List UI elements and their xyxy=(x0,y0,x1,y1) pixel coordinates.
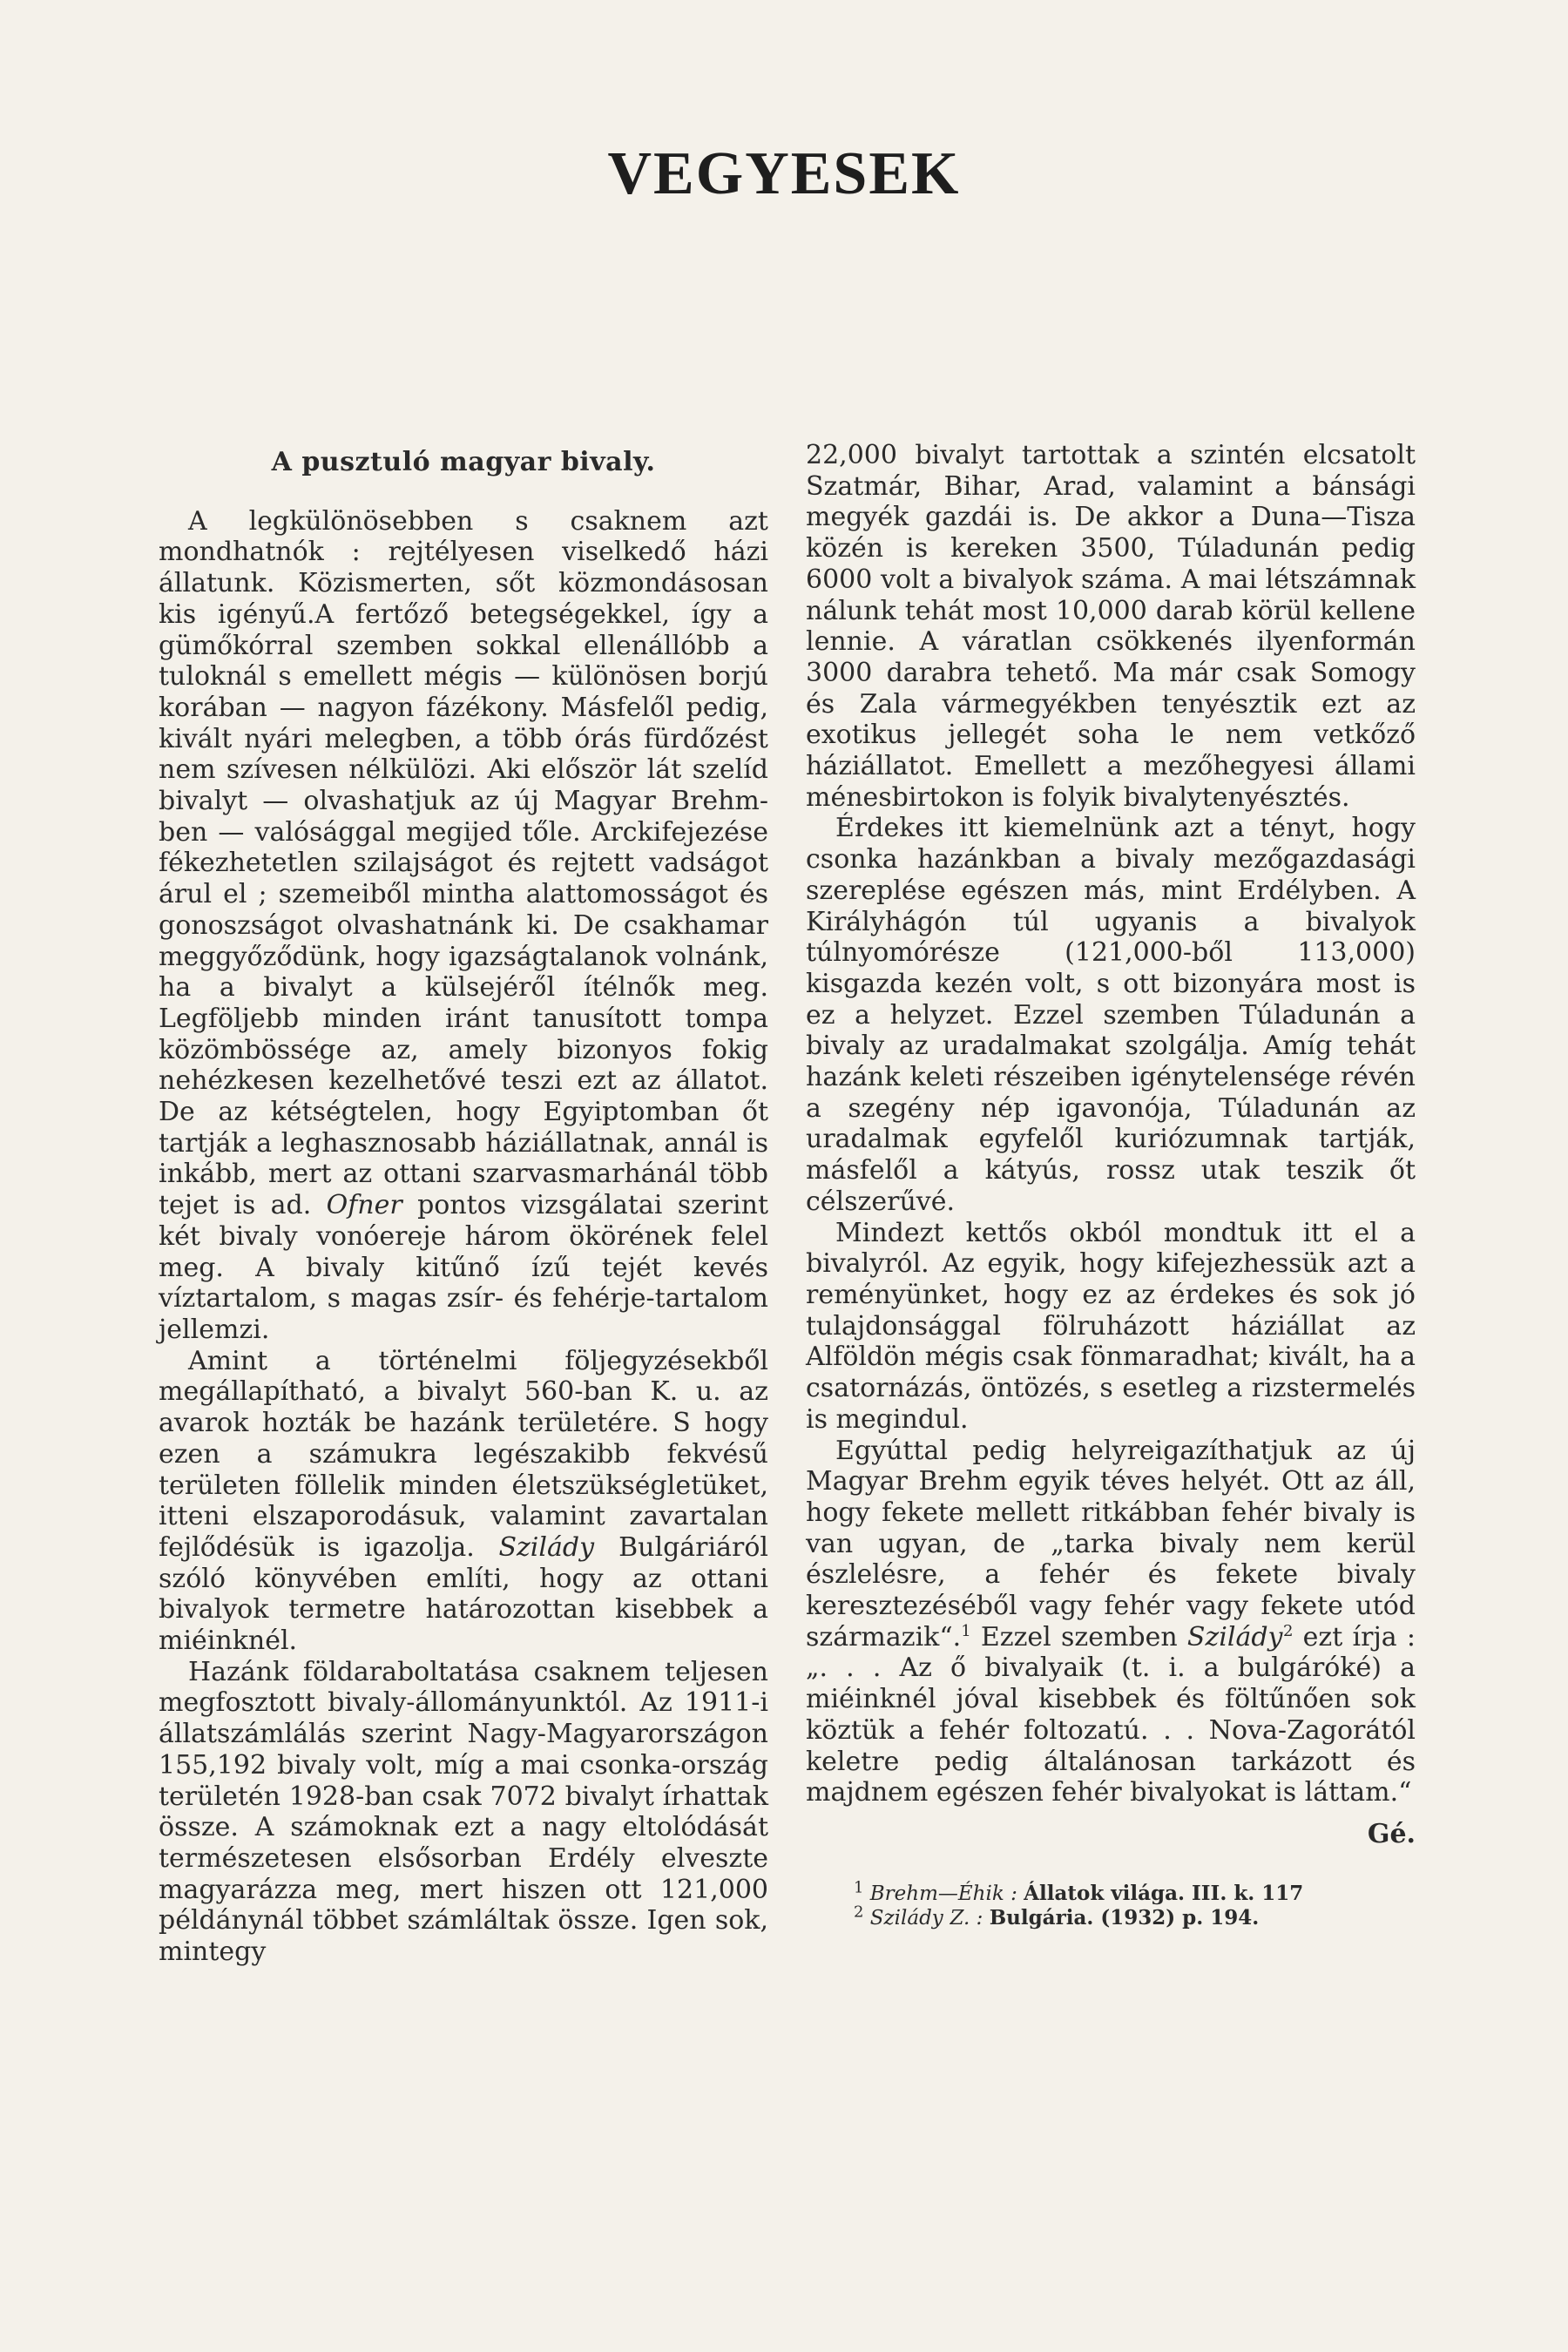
footnote-ref[interactable]: 2 xyxy=(1282,1621,1294,1640)
author-name: Sziládу xyxy=(498,1531,595,1563)
paragraph-4: Érdekes itt kiemelnünk azt a tényt, hogy csonka hazánkban a bivaly mezőgazdasági szereplése egészen más, mint Erdélyben. A Királyhágón túl ugyanis a bivalyok túlnyomórésze (121,000-ből 113,000) kisgazda kezén volt, s ott bizonyára most is ez a helyzet. Ezzel szemben Túladunán a bivaly az uradalmakat szolgálja. Amíg tehát hazánk keleti részeiben igénytelensége révén a szegény nép igavonója, Túladunán az uradalmak egyfelől kuriózumnak tartják, másfelől a kátyús, rossz utak teszik őt célszerűvé. xyxy=(806,813,1416,1217)
footnote-ref[interactable]: 1 xyxy=(961,1621,971,1640)
author-name: Ofner xyxy=(326,1190,402,1221)
section-title: VEGYESEK xyxy=(607,140,961,207)
paragraph-2: Amint a történelmi följegyzésekből megállapítható, a bivalyt 560-ban K. u. az avarok hozták be hazánk területére. S hogy ezen a számukra legészakibb fekvésű területen föllelik minden életszükségletüket, itteni elszaporodásuk, valamint zavartalan fejlődésük is igazolja. Sziládу Bulgáriáról szóló könyvében említi, hogy az ottani bivalyok termetre határozottan kisebbek a miéinknél. xyxy=(159,1345,768,1657)
paragraph-5: Mindezt kettős okból mondtuk itt el a bivalyról. Az egyik, hogy kifejezhessük azt a reményünket, hogy ez az érdekes és sok jó tulajdonsággal fölruházott háziállat az Alföldön mégis csak fönmaradhat; kivált, ha a csatornázás, öntözés, s esetleg a rizstermelés is megindul. xyxy=(806,1217,1416,1435)
paragraph-1: A legkülönösebben s csaknem azt mondhatnók : rejtélyesen viselkedő házi állatunk. Közismerten, sőt közmondásosan kis igényű.A fertőző betegségekkel, így a gümőkórral szemben sokkal ellenállóbb a tuloknál s emellett mégis — különösen borjú korában — nagyon fázékony. Másfelől pedig, kivált nyári melegben, a több órás fürdőzést nem szívesen nélkülözi. Aki először lát szelíd bivalyt — olvashatjuk az új Magyar Brehm-ben — valósággal megijed tőle. Arckifejezése fékezhetetlen szilajságot és rejtett vadságot árul el ; szemeiből mintha alattomosságot és gonoszságot olvashatnánk ki. De csakhamar meggyőződünk, hogy igazságtalanok volnánk, ha a bivalyt a külsejéről ítélnők meg. Legföljebb minden iránt tanusított tompa közömbössége az, amely bizonyos fokig nehézkesen kezelhetővé teszi ezt az állatot. De az kétségtelen, hogy Egyiptomban őt tartják a leghasznosabb háziállatnak, annál is inkább, mert az ottani szarvasmarhánál több tejet is ad. Ofner pontos vizsgálatai szerint két bivaly vonóereje három ökörének felel meg. A bivaly kitűnő ízű tejét kevés víztartalom, s magas zsír- és fehérje-tartalom jellemzi. xyxy=(159,505,768,1345)
paragraph-6: Egyúttal pedig helyreigazíthatjuk az új Magyar Brehm egyik téves helyét. Ott az áll, hogy fekete mellett ritkábban fehér bivaly is van ugyan, de „tarka bivaly nem kerül észlelésre, a fehér és fekete bivaly keresztezéséből vagy fehér vagy fekete utód származik“.$^1$ Ezzel szemben Sziládу$^2$ ezt írja : „. . . Az ő bivalyaik (t. i. a bulgáróké) a miéinknél jóval kisebbek és föltűnően sok köztük a fehér foltozatú. . . Nova-Zagorától keletre pedig általánosan tarkázott és majdnem egészen fehér bivalyokat is láttam.“ xyxy=(806,1435,1416,1808)
footnotes xyxy=(806,1877,1416,1930)
author-name: Sziládу xyxy=(1186,1621,1283,1652)
footnote: $^2$ Sziládу Z. : Bulgária. (1932) p. 194. xyxy=(854,1902,1260,1930)
paragraph-3: Hazánk földaraboltatása csaknem teljesen megfosztott bivaly-állományunktól. Az 1911-i állatszámlálás szerint Nagy-Magyarországon 155,192 bivaly volt, míg a mai csonka-ország területén 1928-ban csak 7072 bivalyt írhattak össze. A számoknak ezt a nagy eltolódását természetesen elsősorban Erdély elveszte magyarázza meg, mert hiszen ott 121,000 példánynál többet számláltak össze. Igen sok, mintegy xyxy=(159,1656,768,1968)
left-column xyxy=(159,440,768,1968)
right-column xyxy=(806,440,1416,1930)
footnote: $^1$ Brehm—Éhik : Állatok világa. III. k. 117 xyxy=(854,1877,1304,1905)
paragraph-3-continued: 22,000 bivalyt tartottak a szintén elcsatolt Szatmár, Bihar, Arad, valamint a bánsági megyék gazdái is. De akkor a Duna—Tisza közén is kereken 3500, Túladunán pedig 6000 volt a bivalyok száma. A mai létszámnak nálunk tehát most 10,000 darab körül kellene lennie. A váratlan csökkenés ilyenformán 3000 darabra tehető. Ma már csak Somogy és Zala vármegyékben tenyésztik ezt az exotikus jellegét soha le nem vetkőző háziállatot. Emellett a mezőhegyesi állami ménesbirtokon is folyik bivalytenyésztés. xyxy=(806,440,1416,813)
signature: Gé. xyxy=(1367,1818,1416,1849)
article-title: A pusztuló magyar bivaly. xyxy=(271,447,656,477)
